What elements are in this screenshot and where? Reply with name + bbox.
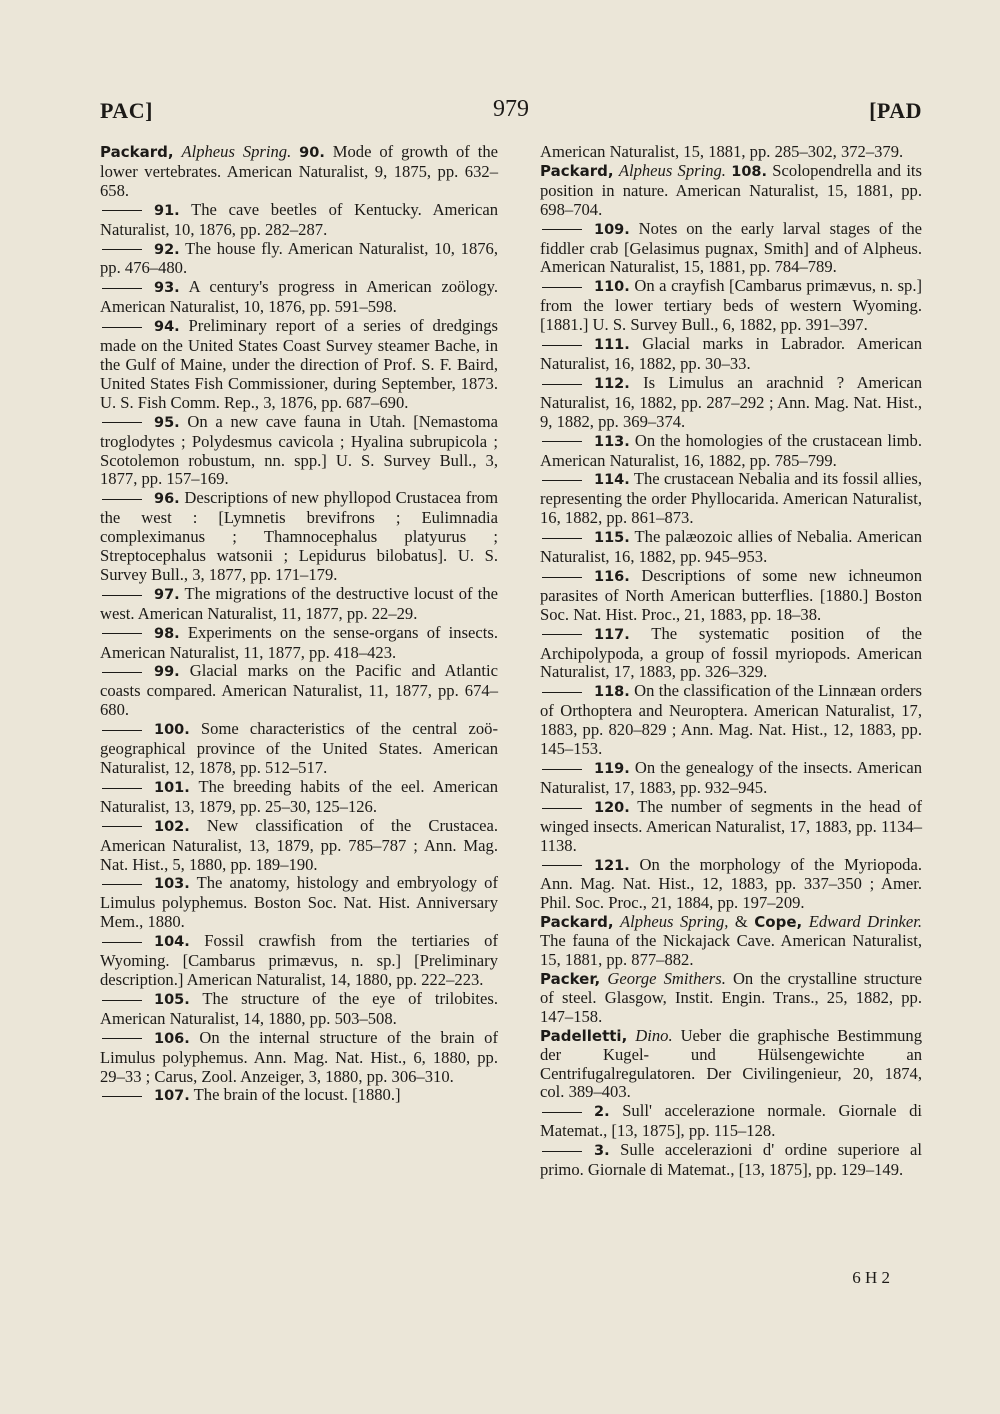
signature-mark: 6 H 2 xyxy=(852,1268,890,1287)
entry-text: The systematic position of the Archipolypoda, a group of fossil myriopods. American Naturalist, 17, 1883, pp. 326–329. xyxy=(540,623,922,682)
entry-number: 99. xyxy=(154,664,180,681)
ditto-rule xyxy=(102,788,142,789)
entry-text: Descriptions of some new ichneumon parasites of North American butterflies. [1880.] Boston Soc. Nat. Hist. Proc., 21, 1883, pp. 18–38. xyxy=(540,565,922,624)
bibliography-entry xyxy=(540,374,922,432)
entry-number: 2. xyxy=(594,1104,610,1121)
ditto-rule xyxy=(542,769,582,770)
page-number: 979 xyxy=(493,96,529,122)
bibliography-entry xyxy=(100,413,498,490)
bibliography-entry xyxy=(100,317,498,413)
entry-text: On the internal structure of the brain of Limulus polyphemus. Ann. Mag. Nat. Hist., 6, 1880, pp. 29–33 ; Carus, Zool. Anzeiger, 3, 1880, pp. 306–310. xyxy=(100,1027,498,1086)
bibliography-entry xyxy=(540,220,922,278)
entry-number: 119. xyxy=(594,761,630,777)
ampersand: & xyxy=(728,912,755,932)
ditto-rule xyxy=(102,327,142,328)
bibliography-entry xyxy=(540,1027,922,1103)
entry-number: 114. xyxy=(594,472,630,489)
ditto-rule xyxy=(542,634,582,635)
left-column xyxy=(100,143,498,1106)
entry-text: Fossil crawfish from the tertiaries of Wyoming. [Cambarus primævus, n. sp.] [Preliminary description.] American Naturalist, 14, 1880, pp. 222–223. xyxy=(100,931,498,989)
ditto-rule xyxy=(542,1151,582,1152)
entry-text: On a crayfish [Cambarus primævus, n. sp.] from the lower tertiary beds of western Wyoming. [1881.] U. S. Survey Bull., 6, 1882, pp. 391–397. xyxy=(540,276,922,335)
ditto-rule xyxy=(102,672,142,673)
ditto-rule xyxy=(542,577,582,578)
bibliography-entry xyxy=(100,240,498,279)
entry-text: The house fly. American Naturalist, 10, 1876, pp. 476–480. xyxy=(100,238,498,278)
ditto-rule xyxy=(542,538,582,539)
entry-number: 110. xyxy=(594,279,630,296)
entry-text: Experiments on the sense-organs of insects. American Naturalist, 11, 1877, pp. 418–423. xyxy=(100,622,498,662)
entry-number: 92. xyxy=(154,241,180,258)
ditto-rule xyxy=(542,808,582,809)
running-header xyxy=(100,96,922,130)
entry-text: Ueber die graphische Bestimmung der Kugel- und Hülsengewichte an Centrifugalregulatoren. Der Civilingenieur, 20, 1874, col. 389–403. xyxy=(540,1025,922,1102)
ditto-rule xyxy=(542,384,582,385)
bibliography-entry xyxy=(540,1102,922,1141)
ditto-rule xyxy=(102,422,142,423)
entry-number: 111. xyxy=(594,337,630,354)
entry-text: The anatomy, histology and embryology of Limulus polyphemus. Boston Soc. Nat. Hist. Anniversary Mem., 1880. xyxy=(100,873,498,932)
author-given-names: Alpheus Spring. xyxy=(181,142,292,161)
author-name: Packard, xyxy=(100,143,174,161)
bibliography-entry xyxy=(100,662,498,720)
ditto-rule xyxy=(542,345,582,346)
entry-number: 96. xyxy=(154,491,180,508)
coauthor-given-names: Edward Drinker. xyxy=(808,912,923,932)
entry-text: On a new cave fauna in Utah. [Nemastoma troglodytes ; Polydesmus cavicola ; Hyalina subrupicola ; Scotolemon robustum, nn. spp.] U. S. Survey Bull., 3, 1877, pp. 157–169. xyxy=(100,411,498,489)
ditto-rule xyxy=(102,210,142,211)
bibliography-entry xyxy=(540,682,922,759)
bibliography-entry xyxy=(540,798,922,856)
ditto-rule xyxy=(542,1112,582,1113)
entry-number: 104. xyxy=(154,934,190,951)
ditto-rule xyxy=(102,288,142,289)
ditto-rule xyxy=(102,249,142,250)
entry-number: 115. xyxy=(594,530,630,547)
bibliography-entry xyxy=(540,913,922,970)
entry-number: 118. xyxy=(594,684,630,701)
ditto-rule xyxy=(542,865,582,866)
bibliography-entry xyxy=(100,720,498,778)
entry-number: 101. xyxy=(154,779,190,796)
entry-number: 103. xyxy=(154,876,190,893)
bibliography-entry xyxy=(540,567,922,625)
entry-text: Scolopendrella and its position in nature. American Naturalist, 15, 1881, pp. 698–704. xyxy=(540,160,923,219)
entry-text: On the genealogy of the insects. American Naturalist, 17, 1883, pp. 932–945. xyxy=(540,758,922,797)
bibliography-entry xyxy=(100,1029,498,1087)
author-name: Packard, xyxy=(540,913,614,932)
ditto-rule xyxy=(542,229,582,230)
entry-text: Glacial marks on the Pacific and Atlantic coasts compared. American Naturalist, 11, 1877, pp. 674–680. xyxy=(100,661,498,720)
ditto-rule xyxy=(542,287,582,288)
entry-text: Descriptions of new phyllopod Crustacea from the west : [Lymnetis brevifrons ; Eulimnadia compleximanus ; Thamnocephalus platyurus ; Streptocephalus watsonii ; Lepidurus bilobatus]. U. S. Survey Bull., 3, 1877, pp. 171–179. xyxy=(100,488,498,584)
bibliography-entry xyxy=(100,585,498,624)
entry-number: 116. xyxy=(594,568,630,585)
ditto-rule xyxy=(102,826,142,827)
ditto-rule xyxy=(102,633,142,634)
entry-text: On the morphology of the Myriopoda. Ann. Mag. Nat. Hist., 12, 1883, pp. 337–350 ; Amer. Phil. Soc. Proc., 21, 1884, pp. 197–209. xyxy=(540,854,922,913)
entry-text: A century's progress in American zoölogy. American Naturalist, 10, 1876, pp. 591–598. xyxy=(100,277,498,317)
entry-text: New classification of the Crustacea. American Naturalist, 13, 1879, pp. 785–787 ; Ann. Mag. Nat. Hist., 5, 1880, pp. 189–190. xyxy=(100,815,498,874)
entry-text: The palæozoic allies of Nebalia. American Naturalist, 16, 1882, pp. 945–953. xyxy=(540,527,922,567)
entry-number: 120. xyxy=(594,799,630,816)
entry-number: 100. xyxy=(154,722,190,739)
bibliography-entry xyxy=(100,201,498,240)
entry-number: 98. xyxy=(154,625,180,642)
entry-text: Sull' accelerazione normale. Giornale di Matemat., [13, 1875], pp. 115–128. xyxy=(540,1101,922,1141)
ditto-rule xyxy=(102,730,142,731)
entry-number: 107. xyxy=(154,1088,190,1105)
author-given-names: Dino. xyxy=(635,1025,673,1045)
ditto-rule xyxy=(102,942,142,943)
entry-text: The fauna of the Nickajack Cave. American Naturalist, 15, 1881, pp. 877–882. xyxy=(540,931,922,970)
ditto-rule xyxy=(542,441,582,442)
entry-number: 108. xyxy=(731,163,768,180)
entry-number: 97. xyxy=(154,586,180,603)
entry-number: 3. xyxy=(594,1143,610,1160)
entry-text: Is Limulus an arachnid ? American Naturalist, 16, 1882, pp. 287–292 ; Ann. Mag. Nat. Hist., 9, 1882, pp. 369–374. xyxy=(540,372,922,431)
author-given-names: Alpheus Spring, xyxy=(620,912,729,932)
entry-number: 93. xyxy=(154,280,180,297)
bibliography-entry xyxy=(540,335,922,374)
ditto-rule xyxy=(542,480,582,481)
bibliography-entry xyxy=(540,1141,922,1180)
entry-number: 95. xyxy=(154,414,180,431)
entry-text: Mode of growth of the lower vertebrates. American Naturalist, 9, 1875, pp. 632–658. xyxy=(100,142,498,200)
ditto-rule xyxy=(102,595,142,596)
author-given-names: Alpheus Spring. xyxy=(618,160,726,180)
entry-text: The migrations of the destructive locust of the west. American Naturalist, 11, 1877, pp. 22–29. xyxy=(100,583,498,623)
author-given-names: George Smithers. xyxy=(607,968,726,988)
entry-text: Preliminary report of a series of dredgings made on the United States Coast Survey steamer Bache, in the Gulf of Maine, under the direction of Prof. S. F. Baird, United States Fish Commissioner, during September, 1873. U. S. Fish Comm. Rep., 3, 1876, pp. 687–690. xyxy=(100,316,498,412)
entry-text: Notes on the early larval stages of the fiddler crab [Gelasimus pugnax, Smith] and of Alpheus. American Naturalist, 15, 1881, pp. 784–789. xyxy=(540,218,922,277)
ditto-rule xyxy=(102,1038,142,1039)
bibliography-entry xyxy=(100,624,498,663)
bibliography-entry xyxy=(100,778,498,817)
entry-number: 105. xyxy=(154,991,190,1008)
entry-text: Sulle accelerazioni d' ordine superiore al primo. Giornale di Matemat., [13, 1875], pp. 129–149. xyxy=(540,1140,922,1180)
bibliography-entry xyxy=(540,856,922,914)
entry-text: The crustacean Nebalia and its fossil allies, representing the order Phyllocarida. American Naturalist, 16, 1882, pp. 861–873. xyxy=(540,469,922,528)
entry-text: Glacial marks in Labrador. American Naturalist, 16, 1882, pp. 30–33. xyxy=(540,334,922,373)
bibliography-entry xyxy=(100,932,498,990)
author-name: Packer, xyxy=(540,969,601,988)
entry-number: 109. xyxy=(594,221,630,238)
ditto-rule xyxy=(542,692,582,693)
entry-text: The structure of the eye of trilobites. American Naturalist, 14, 1880, pp. 503–508. xyxy=(100,988,498,1028)
header-right-guide: [PAD xyxy=(869,98,922,123)
ditto-rule xyxy=(102,1000,142,1001)
right-column xyxy=(540,143,922,1180)
bibliography-entry xyxy=(540,277,922,335)
entry-text: American Naturalist, 15, 1881, pp. 285–302, 372–379. xyxy=(540,142,904,161)
entry-number: 94. xyxy=(154,319,180,336)
bibliography-entry xyxy=(540,432,922,471)
entry-text: On the classification of the Linnæan orders of Orthoptera and Neuroptera. American Naturalist, 17, 1883, pp. 820–829 ; Ann. Mag. Nat. Hist., 12, 1883, pp. 145–153. xyxy=(540,681,922,759)
bibliography-entry xyxy=(540,470,922,528)
entry-number: 90. xyxy=(299,145,325,161)
entry-text: The breeding habits of the eel. American Naturalist, 13, 1879, pp. 25–30, 125–126. xyxy=(100,776,498,816)
ditto-rule xyxy=(102,1096,142,1097)
entry-number: 117. xyxy=(594,626,630,643)
entry-number: 91. xyxy=(154,202,180,219)
author-name: Padelletti, xyxy=(540,1026,628,1045)
entry-number: 106. xyxy=(154,1030,190,1047)
entry-number: 102. xyxy=(154,818,190,835)
entry-number: 112. xyxy=(594,375,630,392)
ditto-rule xyxy=(102,499,142,500)
bibliography-entry xyxy=(100,278,498,317)
bibliography-entry xyxy=(540,970,922,1027)
bibliography-entry xyxy=(540,759,922,798)
bibliography-entry xyxy=(540,625,922,683)
bibliography-entry xyxy=(100,874,498,932)
bibliography-entry xyxy=(100,817,498,875)
bibliography-entry xyxy=(540,143,922,162)
entry-number: 113. xyxy=(594,433,630,450)
entry-text: The number of segments in the head of winged insects. American Naturalist, 17, 1883, pp. 1134–1138. xyxy=(540,796,922,855)
bibliography-entry xyxy=(100,1086,498,1106)
header-left-guide: PAC] xyxy=(100,98,153,123)
entry-text: On the homologies of the crustacean limb. American Naturalist, 16, 1882, pp. 785–799. xyxy=(540,430,922,470)
entry-text: The brain of the locust. [1880.] xyxy=(189,1085,401,1105)
bibliography-entry xyxy=(100,990,498,1029)
author-name: Packard, xyxy=(540,161,614,180)
entry-text: The cave beetles of Kentucky. American Naturalist, 10, 1876, pp. 282–287. xyxy=(100,199,498,239)
entry-text: On the crystalline structure of steel. Glasgow, Instit. Engin. Trans., 25, 1882, pp. 147–158. xyxy=(540,968,922,1026)
coauthor-name: Cope, xyxy=(754,913,803,932)
entry-text: Some characteristics of the central zoö-geographical province of the United States. American Naturalist, 12, 1878, pp. 512–517. xyxy=(100,719,498,777)
ditto-rule xyxy=(102,884,142,885)
bibliography-entry xyxy=(540,162,922,220)
bibliography-entry xyxy=(540,528,922,567)
bibliography-entry xyxy=(100,143,498,201)
entry-number: 121. xyxy=(594,857,630,874)
bibliography-entry xyxy=(100,489,498,585)
